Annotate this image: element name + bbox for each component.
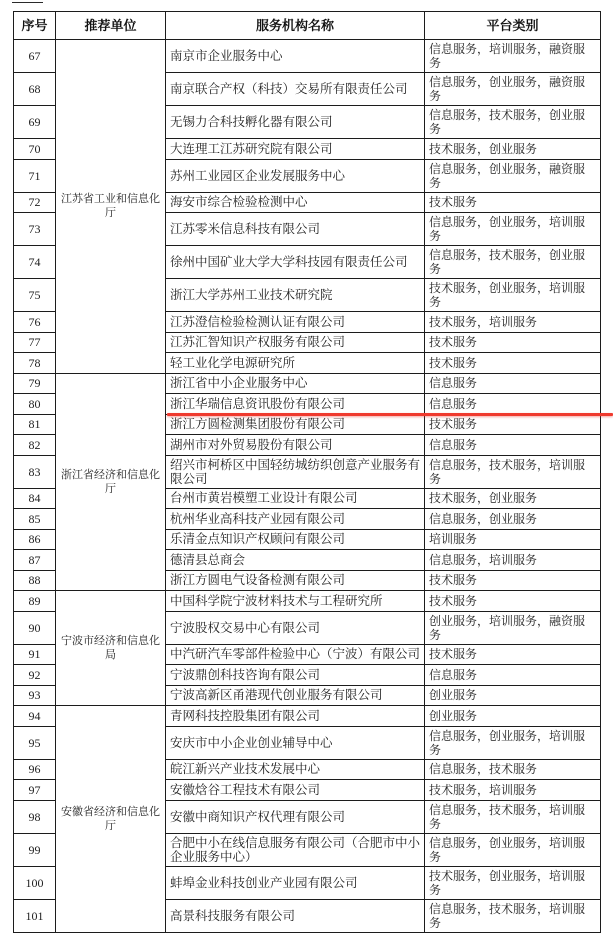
- org-name-cell: 绍兴市柯桥区中国轻纺城纺织创意产业服务有限公司: [166, 455, 425, 488]
- platform-category-cell: 技术服务，培训服务: [425, 780, 601, 801]
- row-number-cell: 94: [14, 706, 56, 727]
- platform-category-cell: 信息服务，技术服务，培训服务: [425, 455, 601, 488]
- org-name-cell: 南京联合产权（科技）交易所有限责任公司: [166, 73, 425, 106]
- row-number-cell: 77: [14, 332, 56, 353]
- row-number-cell: 90: [14, 611, 56, 644]
- table-row: [14, 40, 601, 73]
- row-number-cell: 100: [14, 866, 56, 899]
- table-body: [14, 40, 601, 933]
- org-name-cell: 南京市企业服务中心: [166, 40, 425, 73]
- platform-category-cell: 技术服务，培训服务: [425, 312, 601, 333]
- org-name-cell: 安庆市中小企业创业辅导中心: [166, 726, 425, 759]
- row-number-cell: 93: [14, 685, 56, 706]
- table-header-row: [14, 12, 601, 40]
- row-number-cell: 69: [14, 106, 56, 139]
- row-number-cell: 86: [14, 529, 56, 550]
- cropped-row-line: [12, 2, 43, 3]
- row-number-cell: 91: [14, 644, 56, 665]
- org-name-cell: 湖州市对外贸易股份有限公司: [166, 435, 425, 456]
- row-number-cell: 81: [14, 414, 56, 435]
- platform-category-cell: 信息服务，培训服务: [425, 550, 601, 571]
- platform-category-cell: 技术服务，创业服务，培训服务: [425, 279, 601, 312]
- red-annotation-underline: [167, 413, 613, 416]
- org-name-cell: 宁波股权交易中心有限公司: [166, 611, 425, 644]
- platform-category-cell: 技术服务，创业服务: [425, 139, 601, 160]
- row-number-cell: 101: [14, 899, 56, 932]
- org-name-cell: 江苏零米信息科技有限公司: [166, 213, 425, 246]
- platform-category-cell: 技术服务，创业服务，培训服务: [425, 866, 601, 899]
- org-name-cell: 宁波高新区甬港现代创业服务有限公司: [166, 685, 425, 706]
- row-number-cell: 97: [14, 780, 56, 801]
- row-number-cell: 89: [14, 591, 56, 612]
- platform-category-cell: 技术服务，创业服务: [425, 488, 601, 509]
- row-number-cell: 87: [14, 550, 56, 571]
- org-name-cell: 海安市综合检验检测中心: [166, 192, 425, 213]
- platform-category-cell: 技术服务: [425, 644, 601, 665]
- org-name-cell: 江苏澄信检验检测认证有限公司: [166, 312, 425, 333]
- row-number-cell: 99: [14, 833, 56, 866]
- row-number-cell: 92: [14, 665, 56, 686]
- row-number-cell: 75: [14, 279, 56, 312]
- column-header: 服务机构名称: [166, 12, 425, 40]
- row-number-cell: 71: [14, 159, 56, 192]
- recommending-unit-cell: 江苏省工业和信息化厅: [56, 40, 166, 374]
- platform-category-cell: 信息服务: [425, 665, 601, 686]
- platform-category-cell: 信息服务: [425, 394, 601, 415]
- platform-category-cell: 技术服务: [425, 192, 601, 213]
- table-row: [14, 373, 601, 394]
- platform-category-cell: 技术服务: [425, 353, 601, 374]
- service-platform-table: [13, 11, 601, 933]
- row-number-cell: 72: [14, 192, 56, 213]
- platform-category-cell: 信息服务，技术服务，创业服务: [425, 106, 601, 139]
- table-row: [14, 706, 601, 727]
- org-name-cell: 中汽研汽车零部件检验中心（宁波）有限公司: [166, 644, 425, 665]
- org-name-cell: 杭州华业高科技产业园有限公司: [166, 509, 425, 530]
- org-name-cell: 轻工业化学电源研究所: [166, 353, 425, 374]
- platform-category-cell: 信息服务: [425, 435, 601, 456]
- table-header: [14, 12, 601, 40]
- platform-category-cell: 信息服务，创业服务，融资服务: [425, 159, 601, 192]
- org-name-cell: 蚌埠金业科技创业产业园有限公司: [166, 866, 425, 899]
- org-name-cell: 苏州工业园区企业发展服务中心: [166, 159, 425, 192]
- platform-category-cell: 信息服务: [425, 373, 601, 394]
- platform-category-cell: 信息服务，技术服务，创业服务: [425, 246, 601, 279]
- row-number-cell: 85: [14, 509, 56, 530]
- column-header: 平台类别: [425, 12, 601, 40]
- row-number-cell: 78: [14, 353, 56, 374]
- row-number-cell: 70: [14, 139, 56, 160]
- platform-category-cell: 技术服务: [425, 414, 601, 435]
- org-name-cell: 乐清金点知识产权顾问有限公司: [166, 529, 425, 550]
- org-name-cell: 皖江新兴产业技术发展中心: [166, 759, 425, 780]
- row-number-cell: 79: [14, 373, 56, 394]
- row-number-cell: 67: [14, 40, 56, 73]
- org-name-cell: 浙江省中小企业服务中心: [166, 373, 425, 394]
- org-name-cell: 江苏汇智知识产权服务有限公司: [166, 332, 425, 353]
- org-name-cell: 浙江华瑞信息资讯股份有限公司: [166, 394, 425, 415]
- row-number-cell: 82: [14, 435, 56, 456]
- org-name-cell: 安徽焓谷工程技术有限公司: [166, 780, 425, 801]
- org-name-cell: 高景科技服务有限公司: [166, 899, 425, 932]
- org-name-cell: 无锡力合科技孵化器有限公司: [166, 106, 425, 139]
- org-name-cell: 大连理工江苏研究院有限公司: [166, 139, 425, 160]
- org-name-cell: 浙江方圆检测集团股份有限公司: [166, 414, 425, 435]
- platform-category-cell: 培训服务: [425, 529, 601, 550]
- row-number-cell: 84: [14, 488, 56, 509]
- platform-category-cell: 创业服务，培训服务，融资服务: [425, 611, 601, 644]
- platform-category-cell: 技术服务: [425, 570, 601, 591]
- row-number-cell: 96: [14, 759, 56, 780]
- row-number-cell: 76: [14, 312, 56, 333]
- platform-category-cell: 创业服务: [425, 706, 601, 727]
- org-name-cell: 安徽中商知识产权代理有限公司: [166, 800, 425, 833]
- platform-category-cell: 信息服务，创业服务，融资服务: [425, 73, 601, 106]
- org-name-cell: 浙江大学苏州工业技术研究院: [166, 279, 425, 312]
- platform-category-cell: 创业服务: [425, 685, 601, 706]
- org-name-cell: 德清县总商会: [166, 550, 425, 571]
- org-name-cell: 浙江方圆电气设备检测有限公司: [166, 570, 425, 591]
- row-number-cell: 80: [14, 394, 56, 415]
- platform-category-cell: 信息服务，创业服务，培训服务: [425, 726, 601, 759]
- org-name-cell: 宁波鼎创科技咨询有限公司: [166, 665, 425, 686]
- row-number-cell: 83: [14, 455, 56, 488]
- org-name-cell: 合肥中小在线信息服务有限公司（合肥市中小企业服务中心）: [166, 833, 425, 866]
- org-name-cell: 台州市黄岩模塑工业设计有限公司: [166, 488, 425, 509]
- column-header: 推荐单位: [56, 12, 166, 40]
- row-number-cell: 74: [14, 246, 56, 279]
- platform-category-cell: 信息服务，创业服务，培训服务: [425, 213, 601, 246]
- row-number-cell: 68: [14, 73, 56, 106]
- table-row: [14, 591, 601, 612]
- recommending-unit-cell: 浙江省经济和信息化厅: [56, 373, 166, 591]
- platform-category-cell: 信息服务，培训服务，融资服务: [425, 40, 601, 73]
- platform-category-cell: 信息服务，创业服务，培训服务: [425, 833, 601, 866]
- platform-category-cell: 技术服务: [425, 591, 601, 612]
- platform-category-cell: 技术服务: [425, 332, 601, 353]
- org-name-cell: 中国科学院宁波材料技术与工程研究所: [166, 591, 425, 612]
- row-number-cell: 88: [14, 570, 56, 591]
- platform-category-cell: 信息服务，技术服务，培训服务: [425, 800, 601, 833]
- platform-category-cell: 信息服务，技术服务，培训服务: [425, 899, 601, 932]
- platform-category-cell: 信息服务，技术服务: [425, 759, 601, 780]
- org-name-cell: 徐州中国矿业大学大学科技园有限责任公司: [166, 246, 425, 279]
- row-number-cell: 95: [14, 726, 56, 759]
- recommending-unit-cell: 安徽省经济和信息化厅: [56, 706, 166, 933]
- row-number-cell: 98: [14, 800, 56, 833]
- org-name-cell: 青网科技控股集团有限公司: [166, 706, 425, 727]
- recommending-unit-cell: 宁波市经济和信息化局: [56, 591, 166, 706]
- column-header: 序号: [14, 12, 56, 40]
- platform-category-cell: 信息服务，创业服务: [425, 509, 601, 530]
- row-number-cell: 73: [14, 213, 56, 246]
